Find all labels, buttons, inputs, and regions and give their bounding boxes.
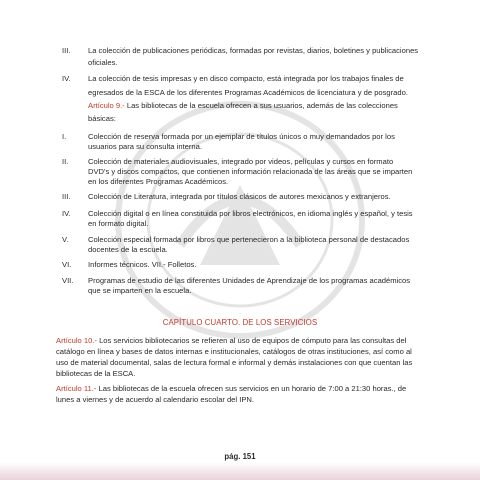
item-text: Colección digital o en línea constituida por libros electrónicos, en idioma inglés y español, y tesis [88,209,413,218]
item-number: I. [62,132,67,141]
item-text: en los diferentes Programas Académicos. [88,177,229,186]
item-text: Colección de reserva formada por un ejemplar de títulos únicos o muy demandados por los [88,132,395,141]
footer-band [0,462,480,480]
item-number: VII. [62,276,74,285]
item-text: Colección especial formada por libros que pertenecieron a la biblioteca personal de destacados [88,235,410,244]
article-9-label: Artículo 9.- [88,101,125,110]
article-10-label: Artículo 10.- [56,336,97,345]
item-number: III. [62,192,71,201]
item-text: La colección de publicaciones periódicas, formadas por revistas, diarios, boletines y publicaciones [88,46,419,55]
article-11-text: lunes a viernes y de acuerdo al calendario escolar del IPN. [56,395,254,404]
item-text: DVD's y discos compactos, que contienen información relacionada de las áreas que se imparten [88,167,413,176]
article-10-text: catálogo en línea y bases de datos internas e institucionales, catálogos de otras instituciones, así como al [56,347,412,356]
item-number: IV. [62,74,71,83]
item-number: III. [62,46,71,55]
item-text: Colección de Literatura, integrada por títulos clásicos de autores mexicanos y extranjeros. [88,192,391,201]
item-text: egresados de la ESCA de los diferentes Programas Académicos de licenciatura y de posgrado. [88,88,408,97]
item-number: VI. [62,260,72,269]
item-text: docentes de la escuela. [88,245,168,254]
article-9-continuation: básicas: [88,114,116,123]
item-number: II. [62,157,69,166]
article-10-first-line [56,335,406,346]
item-text: que se imparten en la escuela. [88,286,192,295]
item-number: V. [62,235,69,244]
article-11-text: Las bibliotecas de la escuela ofrecen sus servicios en un horario de 7:00 a 21:30 horas., de [98,384,407,393]
item-number: IV. [62,209,71,218]
item-text: usuarios para su consulta interna. [88,142,202,151]
item-text: Programas de estudio de las diferentes Unidades de Aprendizaje de los programas académicos [88,276,411,285]
item-text: Colección de materiales audiovisuales, integrado por videos, películas y cursos en formato [88,157,394,166]
item-text: oficiales. [88,58,118,67]
chapter-heading: CAPÍTULO CUARTO. DE LOS SERVICIOS [162,318,318,327]
article-10-text: Los servicios bibliotecarios se refieren al uso de equipos de cómputo para las consultas del [99,336,407,345]
item-text: Informes técnicos. VII.- Folletos. [88,260,197,269]
article-11-first-line [56,383,406,394]
article-9-paragraph [88,100,398,111]
page-number: pág. 151 [224,452,256,461]
article-10-text: uso de material documental, salas de lectura formal e informal y demás instalaciones con que cuentan las [56,358,413,367]
article-9-text: Las bibliotecas de la escuela ofrecen a sus usuarios, además de las colecciones [126,101,398,110]
item-text: La colección de tesis impresas y en disco compacto, está integrada por los trabajos finales de [88,74,404,83]
article-10-text: bibliotecas de la ESCA. [56,369,136,378]
item-text: en formato digital. [88,219,149,228]
article-11-label: Artículo 11.- [56,384,97,393]
